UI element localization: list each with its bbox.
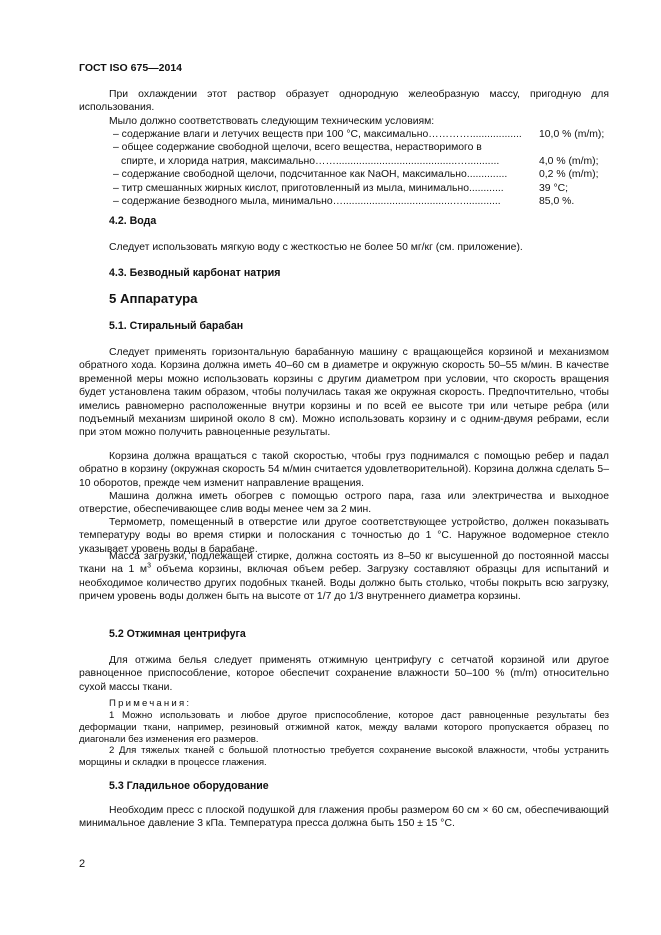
requirement-item: – титр смешанных жирных кислот, приготовленный из мыла, минимально............ 39 °С; [113, 182, 568, 194]
note-1: 1 Можно использовать и любое другое приспособление, которое даст равноценные результаты без деформации ткани, например, резиновый отжимной каток, между валами которого пропускается образец по диагонали без изменения его размеров. [79, 710, 609, 745]
requirement-item: – общее содержание свободной щелочи, всего вещества, нерастворимого в [113, 142, 482, 154]
document-header: ГОСТ ISO 675—2014 [79, 62, 183, 74]
section-5-1-paragraph-5: Масса загрузки, подлежащей стирке, должна состоять из 8–50 кг высушенной до постоянной массы ткани на 1 $м^3$ объема корзины, включая объем ребер. Загрузку составляют образцы для испытаний и необходимое количество других подобных тканей. Воды должно быть столько, чтобы покрыть всю загрузку, причем уровень воды должен быть на высоте от 1/7 до 1/3 внутреннего диаметра корзины. [79, 551, 609, 603]
notes-heading: Примечания: [109, 698, 192, 709]
requirements-list [79, 128, 609, 208]
requirement-item: спирте, и хлорида натрия, максимально……..........................................…........... 4,0 % (m/m); [121, 155, 599, 167]
section-5-2-title: 5.2 Отжимная центрифуга [109, 628, 246, 640]
page-number: 2 [79, 858, 86, 870]
note-2: 2 Для тяжелых тканей с большой плотностью требуется сохранение высокой влажности, чтобы устранить морщины и складки в процессе глажения. [79, 745, 609, 768]
requirement-item: – содержание свободной щелочи, подсчитанное как NaOH, максимально.............. 0,2 % (m/m); [113, 169, 599, 181]
section-4-3-title: 4.3. Безводный карбонат натрия [109, 267, 281, 279]
intro-paragraph: При охлаждении этот раствор образует однородную желеобразную массу, пригодную для использования. [79, 89, 609, 114]
section-5-1-paragraph-4: Термометр, помещенный в отверстие или другое соответствующее устройство, должен показывать температуру воды во время стирки и полоскания с точностью до 1 °С. Наружное водомерное стекло указывает уровень воды в барабане. [79, 517, 609, 555]
section-5-1-paragraph-1: Следует применять горизонтальную барабанную машину с вращающейся корзиной и механизмом обратного хода. Корзина должна иметь 40–60 см в диаметре и окружную скорость 50–55 м/мин. В качестве временной меры можно использовать корзины с другим диаметром при условии, что скорость вращения будет установлена таким образом, чтобы получилась такая же окружная скорость. Предпочтительно, чтобы имелись равномерно расположенные внутри корзины и по всей ее высоте три или четыре ребра (или подъемный механизм шириной около 8 см). Можно использовать корзину и с одним-двумя ребрами, если при этом можно получить равноценные результаты. [79, 347, 609, 439]
section-5-3-title: 5.3 Гладильное оборудование [109, 780, 269, 792]
section-4-2-text: Следует использовать мягкую воду с жесткостью не более 50 мг/кг (см. приложение). [109, 242, 523, 253]
requirement-item: – содержание безводного мыла, минимально…......................................…............. 85,0 %. [113, 195, 575, 207]
section-5-title: 5 Аппаратура [109, 291, 198, 306]
section-4-2-title: 4.2. Вода [109, 215, 157, 227]
section-5-1-paragraph-2: Корзина должна вращаться с такой скоростью, чтобы груз поднимался с помощью ребер и падал обратно в корзину (окружная скорость 54 м/мин считается удовлетворительной). Корзина должна сделать 5–10 оборотов, прежде чем изменит направление вращения. [79, 451, 609, 489]
requirements-lead: Мыло должно соответствовать следующим техническим условиям: [109, 116, 435, 127]
section-5-1-paragraph-3: Машина должна иметь обогрев с помощью острого пара, газа или электричества и выходное отверстие, обеспечивающее слив воды менее чем за 2 мин. [79, 491, 609, 516]
section-5-1-title: 5.1. Стиральный барабан [109, 320, 244, 332]
section-5-3-paragraph: Необходим пресс с плоской подушкой для глажения пробы размером 60 см × 60 см, обеспечивающий минимальное давление 3 кПа. Температура пресса должна быть 150 ± 15 °С. [79, 805, 609, 830]
section-5-2-paragraph: Для отжима белья следует применять отжимную центрифугу с сетчатой корзиной или другое равноценное приспособление, которое обеспечит сохранение влажности 50–100 % (m/m) относительно сухой массы ткани. [79, 655, 609, 693]
requirement-item: – содержание влаги и летучих веществ при 100 °С, максимально………….................. 10,0 % (m/m); [113, 129, 605, 140]
